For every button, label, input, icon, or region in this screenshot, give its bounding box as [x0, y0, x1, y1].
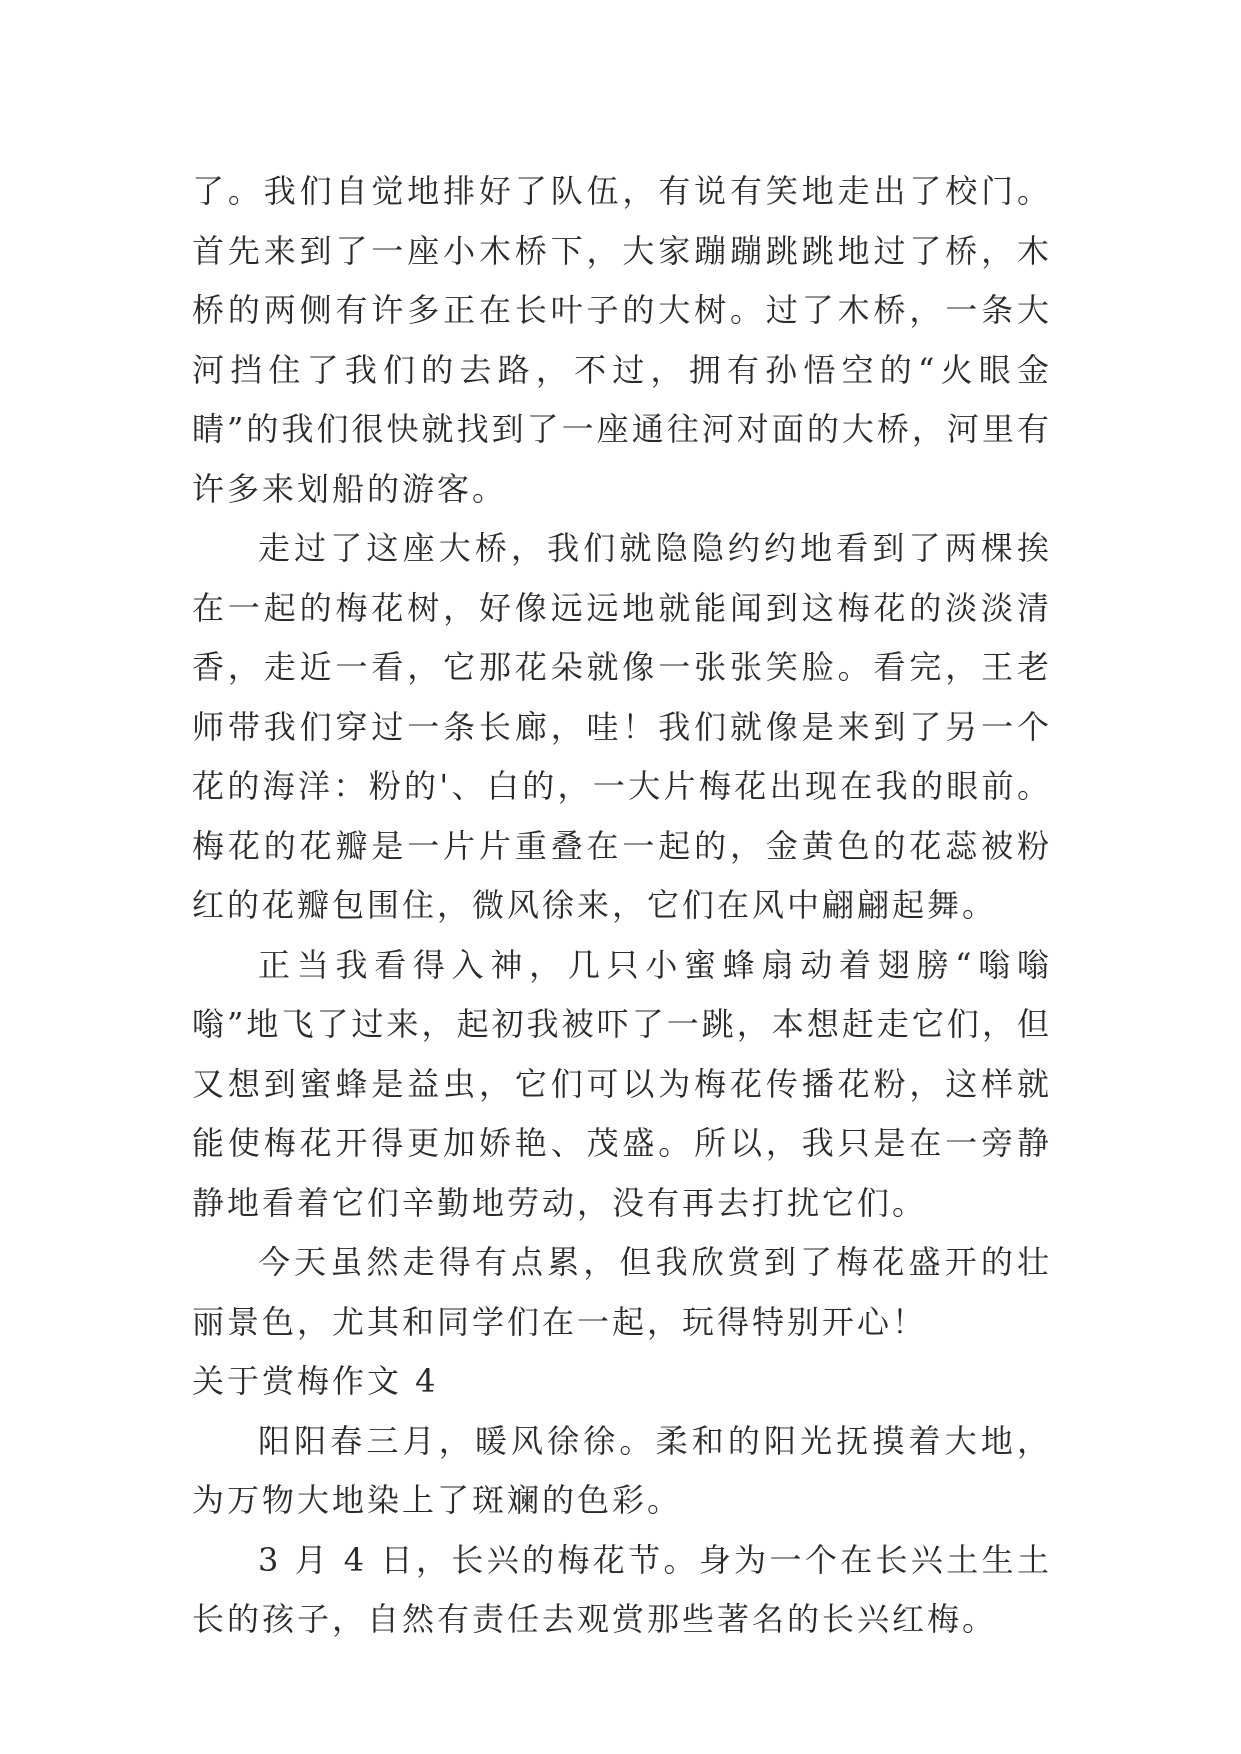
paragraph: 3 月 4 日，长兴的梅花节。身为一个在长兴土生土长的孩子，自然有责任去观赏那些著名的长兴红梅。 [192, 1540, 1052, 1638]
document-body [192, 162, 1052, 1650]
paragraph: 走过了这座大桥，我们就隐隐约约地看到了两棵挨在一起的梅花树，好像远远地就能闻到这梅花的淡淡清香，走近一看，它那花朵就像一张张笑脸。看完，王老师带我们穿过一条长廊，哇！我们就像是来到了另一个花的海洋：粉的'、白的，一大片梅花出现在我的眼前。梅花的花瓣是一片片重叠在一起的，金黄色的花蕊被粉红的花瓣包围住，微风徐来，它们在风中翩翩起舞。 [192, 529, 1052, 924]
paragraph: 阳阳春三月，暖风徐徐。柔和的阳光抚摸着大地，为万物大地染上了斑斓的色彩。 [192, 1421, 1052, 1519]
paragraph-continued: 了。我们自觉地排好了队伍，有说有笑地走出了校门。首先来到了一座小木桥下，大家蹦蹦跳跳地过了桥，木桥的两侧有许多正在长叶子的大树。过了木桥，一条大河挡住了我们的去路，不过，拥有孙悟空的“火眼金睛”的我们很快就找到了一座通往河对面的大桥，河里有许多来划船的游客。 [192, 172, 1052, 508]
paragraph: 正当我看得入神，几只小蜜蜂扇动着翅膀“嗡嗡嗡”地飞了过来，起初我被吓了一跳，本想赶走它们，但又想到蜜蜂是益虫，它们可以为梅花传播花粉，这样就能使梅花开得更加娇艳、茂盛。所以，我只是在一旁静静地看着它们辛勤地劳动，没有再去打扰它们。 [192, 945, 1052, 1222]
section-title: 关于赏梅作文 4 [192, 1362, 439, 1400]
paragraph: 今天虽然走得有点累，但我欣赏到了梅花盛开的壮丽景色，尤其和同学们在一起，玩得特别开心！ [192, 1243, 1052, 1341]
